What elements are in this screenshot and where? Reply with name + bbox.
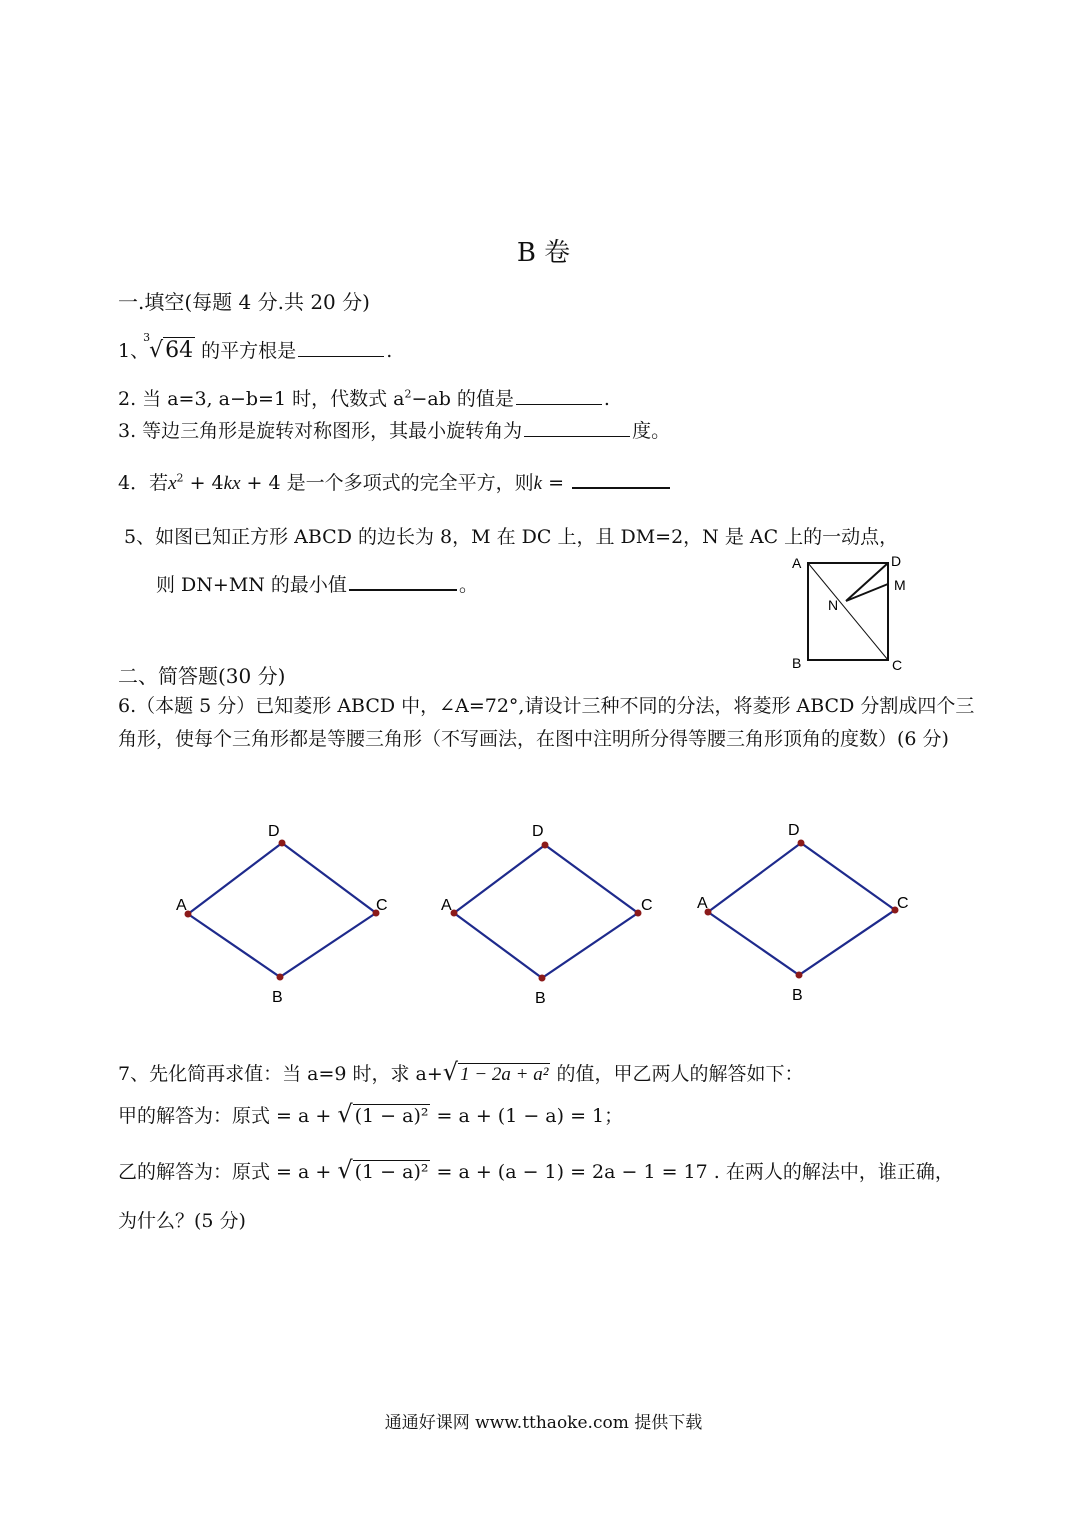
section-2-heading: 二、简答题(30 分) [118,664,286,688]
equals: = [542,472,571,494]
segment-dn [846,563,888,601]
q7-line2-pre: 甲的解答为：原式 = a + [118,1105,338,1127]
question-1-end: . [386,340,393,362]
r2-label-b: B [535,990,546,1007]
label-n: N [828,597,839,613]
question-2-text: 2. 当 a=3, a−b=1 时，代数式 a [118,388,405,410]
exponent: 2 [176,471,184,485]
q7-line3-post: = a + (a − 1) = 2a − 1 = 17 . 在两人的解法中，谁正确， [430,1161,954,1183]
r1-label-b: B [272,989,283,1006]
answer-blank-5[interactable] [349,571,457,591]
question-6: 6.（本题 5 分）已知菱形 ABCD 中，∠A=72°,请设计三种不同的分法，将菱形 ABCD 分割成四个三角形，使每个三角形都是等腰三角形（不写画法，在图中注明所分得等腰三角形顶角的度数）(6 分) [118,695,975,750]
var-k: k [223,473,233,494]
q7-line2-post: = a + (1 − a) = 1； [430,1105,624,1127]
segment-mn [846,584,888,601]
question-4-mid2: + 4 是一个多项式的完全平方，则 [240,472,534,494]
var-x2: x [232,473,241,494]
r3-label-b: B [792,987,803,1004]
question-2 [118,384,610,411]
r1-label-c: C [376,897,388,914]
rhombus-2 [441,823,653,1007]
root-index: 3 [143,331,151,344]
r1-label-a: A [176,897,187,914]
q7-radicand-3: (1 − a)² [354,1161,429,1183]
rhombus-1 [176,823,388,1006]
r3-label-d: D [788,822,800,839]
question-1-number: 1、 [118,340,150,362]
question-7-line-1: 7、先化简再求值：当 a=9 时，求 a+√ 1 − 2a + a² 的值，甲乙两人的解答如下： [118,1058,804,1086]
r2-label-d: D [532,823,544,840]
diagonal-ac [808,563,888,660]
question-2-end: . [603,388,610,410]
question-1-text: 的平方根是 [201,340,297,362]
question-2-text2: −ab 的值是 [411,388,514,410]
q7-radicand-1: 1 − 2a + a² [460,1064,549,1085]
r2-label-a: A [441,897,452,914]
question-4 [118,468,672,495]
rhombus-3 [697,822,909,1004]
r3-label-a: A [697,895,708,912]
answer-blank-1[interactable] [298,338,384,357]
question-3-text: 3. 等边三角形是旋转对称图形，其最小旋转角为 [118,420,523,442]
label-b: B [792,655,802,671]
question-5-line-2 [156,570,478,597]
question-7-line-2: 甲的解答为：原式 = a + √ (1 − a)² = a + (1 − a) = 1； [118,1100,624,1128]
label-a: A [792,555,802,571]
question-5-end: 。 [458,574,478,596]
question-7-line-3: 乙的解答为：原式 = a + √ (1 − a)² = a + (a − 1) = 2a − 1 = 17 . 在两人的解法中，谁正确， [118,1156,954,1184]
rhombus-figures [160,812,960,1012]
question-4-mid: + 4 [183,472,224,494]
q7-line1-post: 的值，甲乙两人的解答如下： [550,1063,804,1085]
r1-label-d: D [268,823,280,840]
answer-blank-4[interactable] [572,469,670,489]
section-1-heading: 一.填空(每题 4 分.共 20 分) [118,290,370,314]
question-3-end: 度。 [632,420,671,442]
answer-blank-3[interactable] [524,418,630,437]
r3-label-c: C [897,895,909,912]
answer-blank-2[interactable] [516,386,602,405]
q7-radicand-2: (1 − a)² [354,1105,429,1127]
q7-line3-pre: 乙的解答为：原式 = a + [118,1161,338,1183]
radicand: 64 [165,338,194,363]
question-1 [118,331,393,363]
question-3 [118,416,670,443]
label-d: D [891,553,902,569]
label-c: C [892,657,903,673]
question-5-text: 则 DN+MN 的最小值 [156,574,347,596]
var-x: x [168,473,177,494]
question-4-pre: 4．若 [118,472,169,494]
question-2-sup: 2 [404,387,412,401]
q7-line1-pre: 7、先化简再求值：当 a=9 时，求 a+ [118,1063,443,1085]
question-5-line-1: 5、如图已知正方形 ABCD 的边长为 8，M 在 DC 上，且 DM=2，N 是 AC 上的一动点， [124,526,899,548]
square-figure [780,548,940,674]
var-k2: k [533,473,543,494]
page-footer: 通通好课网 www.tthaoke.com 提供下载 [384,1413,703,1433]
question-7-line-4: 为什么？(5 分) [118,1210,246,1232]
cube-root: 3 √64 [143,331,194,363]
label-m: M [894,577,906,593]
r2-label-c: C [641,897,653,914]
page-title: B 卷 [516,238,571,268]
